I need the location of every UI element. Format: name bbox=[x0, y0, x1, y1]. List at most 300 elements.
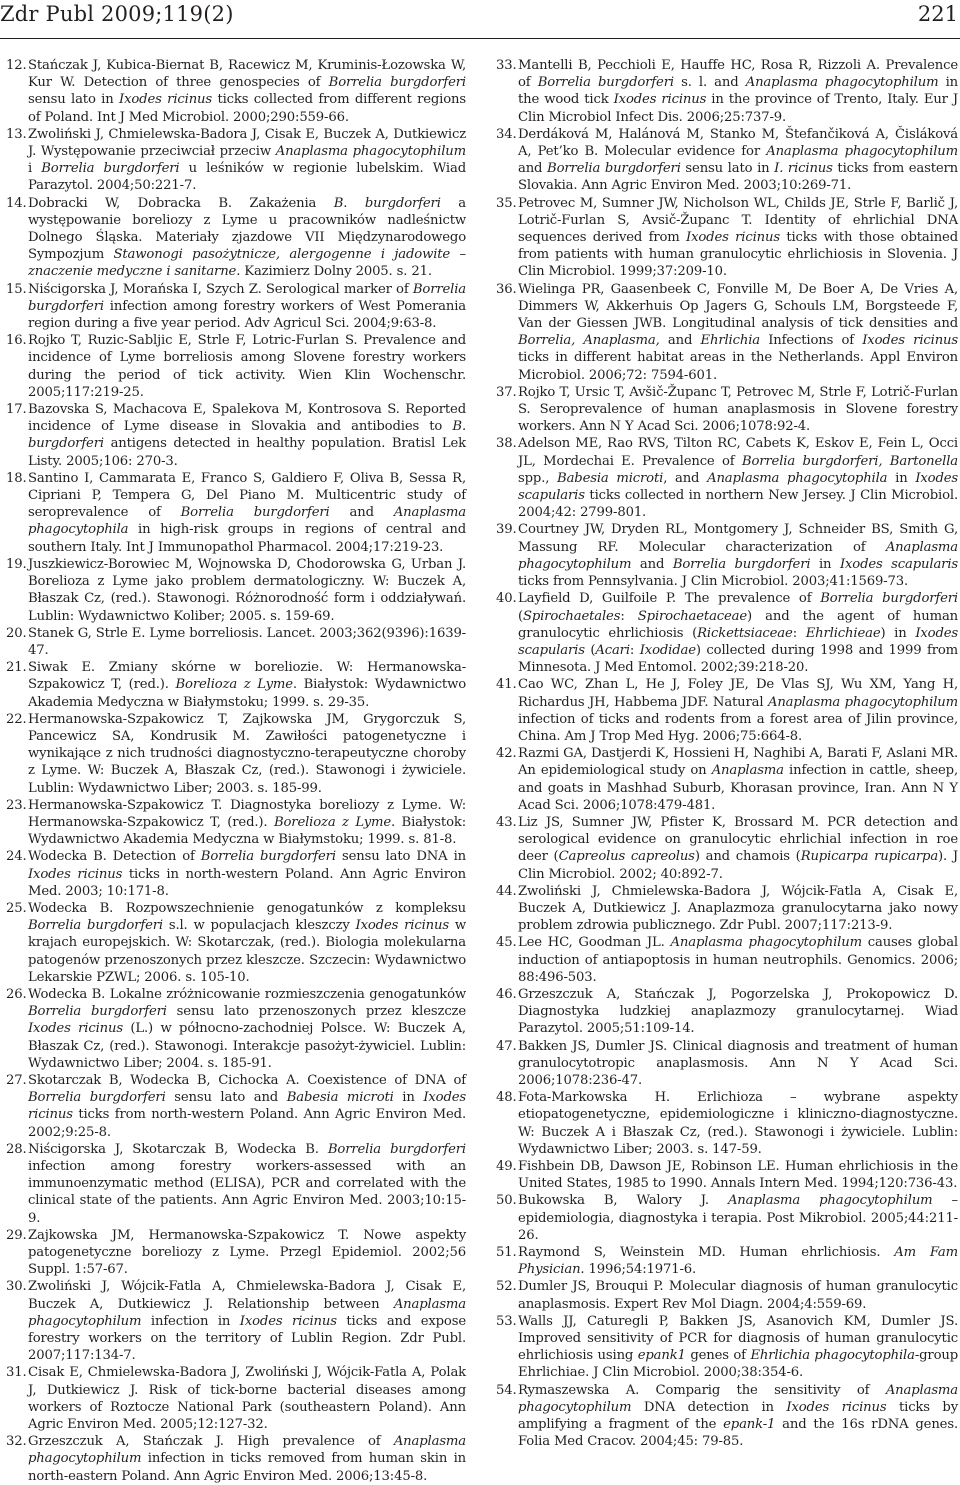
reference-text-segment: infection of ticks and rodents from a forest area of Jilin province, China. Am J Trop Med Hyg. 2006;75:664-8. bbox=[518, 711, 958, 744]
reference-number: 49. bbox=[496, 1159, 517, 1174]
reference-text-segment: ticks from eastern Slovakia. Ann Agric Environ Med. 2003;10:269-71. bbox=[518, 161, 959, 194]
italic-term: Ixodes ricinus bbox=[862, 333, 958, 349]
reference-text-segment: and bbox=[518, 161, 548, 177]
reference-text-segment: Zajkowska JM, Hermanowska-Szpakowicz T. Nowe aspekty patogenetyczne boreliozy z Lyme. Przegl Epidemiol. 2002;56 Suppl. 1:57-67. bbox=[28, 1227, 466, 1278]
italic-term: Anaplasma phagocytophilum bbox=[518, 1382, 958, 1415]
reference-text bbox=[518, 987, 958, 1036]
reference-number: 47. bbox=[496, 1038, 517, 1054]
reference-number: 17. bbox=[6, 402, 27, 418]
reference-text bbox=[518, 1159, 958, 1191]
italic-term: Ixodes ricinus bbox=[28, 1090, 467, 1123]
italic-term: Rickettsiaceae bbox=[697, 625, 793, 641]
reference-entry bbox=[6, 281, 466, 333]
reference-text-segment: antigens detected in healthy population. Bratisl Lek Listy. 2005;106: 270-3. bbox=[28, 436, 466, 469]
italic-term: Ixodes ricinus bbox=[239, 1313, 337, 1329]
reference-text-segment: Razmi GA, Dastjerdi K, Hossieni H, Naghibi A, Barati F, Aslani MR. An epidemiological study on bbox=[518, 746, 958, 779]
reference-number: 18. bbox=[6, 470, 27, 486]
reference-text-segment: Lee HC, Goodman JL. bbox=[518, 935, 671, 951]
reference-text-segment: in bbox=[810, 556, 840, 572]
reference-number: 30. bbox=[6, 1279, 27, 1295]
reference-text-segment: in the province of Trento, Italy. Eur J Clin Microbiol Infect Dis. 2006;25:737-9. bbox=[518, 92, 959, 125]
reference-text-segment: ). J Clin Microbiol. 2002; 40:892-7. bbox=[518, 849, 959, 882]
reference-text-segment: in bbox=[887, 470, 916, 486]
reference-entry bbox=[6, 1072, 466, 1141]
reference-text-segment: s.l. w populacjach kleszczy bbox=[162, 918, 356, 934]
italic-term: epank1 bbox=[637, 1348, 686, 1364]
reference-number: 41. bbox=[496, 677, 517, 693]
reference-text-segment: Wodecka B. Rozpowszechnienie genogatunków z kompleksu bbox=[28, 900, 466, 916]
reference-text-segment: Stańczak J, Kubica-Biernat B, Racewicz M, Kruminis-Łozowska W, Kur W. Detection of three genospecies of bbox=[28, 58, 466, 91]
reference-number: 28. bbox=[6, 1141, 27, 1157]
reference-entry bbox=[496, 883, 958, 935]
reference-text-segment: Courtney JW, Dryden RL, Montgomery J, Schneider BS, Smith G, Massung RF. Molecular characterization of bbox=[518, 522, 958, 555]
italic-term: Spirochaetales bbox=[523, 608, 621, 624]
reference-text-segment: Niścigorska J, Morańska I, Szych Z. Serological marker of bbox=[28, 281, 413, 297]
reference-number: 54. bbox=[496, 1382, 517, 1398]
reference-text bbox=[518, 1039, 958, 1088]
reference-text-segment: Derdáková M, Halánová M, Stanko M, Štefančiková A, Čisláková A, Pet’ko B. Molecular evidence for bbox=[518, 126, 958, 160]
reference-entry bbox=[6, 986, 466, 1072]
reference-text-segment: ) collected during 1998 and 1999 from Minnesota. J Med Entomol. 2002;39:218-20. bbox=[518, 642, 958, 676]
reference-text bbox=[28, 557, 466, 624]
reference-text-segment: -group Ehrlichiae. J Clin Microbiol. 2000;38:354-6. bbox=[518, 1348, 958, 1381]
reference-text-segment: u leśników w regionie lubelskim. Wiad Parazytol. 2004;50:221-7. bbox=[28, 161, 466, 194]
reference-text-segment: Zwoliński J, Chmielewska-Badora J, Wójcik-Fatla A, Cisak E, Buczek A, Dutkiewicz J. Anaplazmoza granulocytarna jako nowy problem zdrowia publicznego. Zdr Publ. 2007;117:213-9. bbox=[518, 883, 958, 934]
italic-term: B. burgdorferi bbox=[333, 195, 441, 211]
reference-text-segment: Stanek G, Strle E. Lyme borreliosis. Lancet. 2003;362(9396):1639-47. bbox=[28, 625, 466, 658]
reference-text-segment: sensu lato przenoszonych przez kleszcze bbox=[166, 1004, 467, 1020]
reference-text-segment: Rojko T, Ursic T, Avšič-Županc T, Petrovec M, Strle F, Lotrič-Furlan S. Seroprevalence of human anaplasmosis in Slovene forestry workers. Ann N Y Acad Sci. 2006;1078:92-4. bbox=[518, 384, 958, 435]
reference-number: 21. bbox=[6, 660, 27, 676]
reference-text-segment: s. l. and bbox=[673, 75, 746, 91]
reference-text-segment: ticks and expose forestry workers on the territory of Lublin Region. Zdr Publ. 2007;117:134-7. bbox=[28, 1313, 466, 1364]
reference-entry bbox=[6, 470, 466, 556]
reference-text bbox=[28, 1228, 466, 1277]
reference-entry bbox=[6, 1141, 466, 1227]
italic-term: Borrelia burgdorferi bbox=[547, 161, 681, 177]
reference-entry bbox=[496, 126, 958, 195]
reference-entry bbox=[6, 57, 466, 126]
reference-text-segment: : bbox=[792, 625, 806, 641]
italic-term: Borrelia burgdorferi bbox=[28, 1004, 167, 1020]
reference-text-segment: infection in bbox=[141, 1313, 240, 1329]
italic-term: Ixodes ricinus bbox=[28, 866, 123, 882]
italic-term: Am Fam Physician. bbox=[518, 1245, 958, 1278]
italic-term: Ehrlichia phagocytophila bbox=[750, 1348, 915, 1364]
reference-number: 48. bbox=[496, 1090, 517, 1106]
reference-number: 35. bbox=[496, 195, 517, 211]
reference-number: 13. bbox=[6, 126, 27, 142]
reference-text-segment: and the 16s rDNA genes. Folia Med Cracov. 2004;45: 79-85. bbox=[518, 1417, 958, 1450]
italic-term: Borrelia burgdorferi bbox=[28, 918, 163, 934]
reference-text-segment: sensu lato and bbox=[165, 1090, 287, 1106]
reference-text bbox=[28, 1279, 466, 1363]
reference-text-segment: sensu lato in bbox=[680, 161, 775, 177]
reference-number: 14. bbox=[6, 195, 27, 211]
reference-number: 23. bbox=[6, 797, 27, 813]
italic-term: epank-1 bbox=[723, 1417, 776, 1433]
reference-text-segment: , and bbox=[663, 470, 708, 486]
reference-number: 53. bbox=[496, 1313, 517, 1329]
reference-number: 15. bbox=[6, 281, 27, 297]
reference-entry bbox=[496, 1038, 958, 1090]
reference-text-segment: and bbox=[329, 505, 394, 521]
italic-term: Borrelia burgdorferi bbox=[327, 1141, 466, 1157]
reference-number: 24. bbox=[6, 849, 27, 865]
italic-term: Babesia microti bbox=[557, 470, 664, 486]
italic-term: Borrelia burgdorferi bbox=[672, 556, 811, 572]
reference-entry bbox=[496, 195, 958, 281]
reference-entry bbox=[6, 797, 466, 849]
reference-entry bbox=[496, 435, 958, 521]
italic-term: B. burgdorferi bbox=[28, 419, 466, 452]
reference-text-segment: i bbox=[28, 161, 42, 177]
reference-text-segment: ticks with those obtained from patients with human granulocytic ehrlichiosis in Slovenia. J Clin Microbiol. 1999;37:209-10. bbox=[518, 230, 958, 280]
reference-entry bbox=[496, 1089, 958, 1158]
reference-text bbox=[518, 884, 958, 933]
reference-text-segment: Bukowska B, Walory J. bbox=[518, 1193, 728, 1209]
reference-text bbox=[28, 402, 466, 469]
reference-entry bbox=[6, 900, 466, 986]
reference-text-segment: ticks collected from different regions of Poland. Int J Med Microbiol. 2000;290:559-66. bbox=[28, 92, 466, 125]
reference-number: 12. bbox=[6, 58, 27, 73]
italic-term: Rupicarpa rupicarpa bbox=[800, 849, 939, 865]
reference-entry bbox=[6, 1364, 466, 1433]
reference-text bbox=[518, 58, 958, 125]
reference-number: 46. bbox=[496, 986, 517, 1002]
reference-entry bbox=[496, 1382, 958, 1451]
italic-term: Capreolus capreolus bbox=[558, 849, 695, 865]
reference-text bbox=[518, 677, 958, 744]
reference-text-segment: genes of bbox=[685, 1348, 751, 1364]
reference-text-segment: Zwoliński J, Chmielewska-Badora J, Cisak E, Buczek A, Dutkiewicz J. Występowanie przeciwciał przeciw bbox=[28, 126, 466, 160]
reference-entry bbox=[496, 1158, 958, 1192]
reference-text bbox=[518, 522, 958, 589]
journal-citation: Zdr Publ 2009;119(2) bbox=[0, 2, 234, 26]
reference-text-segment: in bbox=[393, 1090, 424, 1106]
reference-text bbox=[28, 987, 466, 1071]
reference-text-segment: Layfield D, Guilfoile P. The prevalence of bbox=[518, 591, 821, 607]
italic-term: I. ricinus bbox=[774, 161, 833, 177]
reference-text-segment: ticks by amplifying a fragment of the bbox=[518, 1399, 958, 1433]
reference-entry bbox=[496, 281, 958, 384]
reference-text-segment: ticks collected in northern New Jersey. J Clin Microbiol. 2004;42: 2799-801. bbox=[518, 488, 958, 521]
reference-text-segment: . Białystok: Wydawnictwo Akademia Medyczna w Białymstoku; 1999. s. 81-8. bbox=[28, 814, 466, 848]
reference-text bbox=[518, 935, 958, 984]
italic-term: Anaplasma phagocytophilum bbox=[727, 1193, 933, 1209]
reference-number: 29. bbox=[6, 1227, 27, 1243]
reference-number: 52. bbox=[496, 1279, 517, 1295]
reference-text-segment: . Kazimierz Dolny 2005. s. 21. bbox=[236, 264, 432, 280]
reference-entry bbox=[6, 711, 466, 797]
reference-text-segment: Grzeszczuk A, Stańczak J. High prevalence of bbox=[28, 1434, 394, 1450]
reference-number: 37. bbox=[496, 384, 517, 400]
italic-term: Borrelia burgdorferi bbox=[28, 1090, 166, 1106]
reference-text-segment: Infections of bbox=[759, 333, 863, 349]
reference-text bbox=[518, 282, 958, 383]
italic-term: Ixodes ricinus bbox=[786, 1399, 887, 1415]
italic-term: Anaplasma bbox=[711, 763, 784, 779]
reference-text-segment: ( bbox=[518, 608, 523, 624]
reference-text-segment: ) and the agent of human granulocytic ehrlichiosis ( bbox=[518, 608, 958, 641]
reference-text-segment: Raymond S, Weinstein MD. Human ehrlichiosis. bbox=[518, 1245, 895, 1261]
reference-number: 34. bbox=[496, 126, 517, 142]
italic-term: Ixodes scapularis bbox=[518, 625, 959, 658]
reference-text bbox=[518, 1193, 958, 1242]
reference-text bbox=[28, 333, 466, 400]
reference-text-segment: spp., bbox=[518, 470, 558, 486]
reference-text-segment: in the wood tick bbox=[518, 75, 959, 108]
reference-number: 39. bbox=[496, 522, 517, 538]
italic-term: Borelioza z Lyme bbox=[175, 677, 293, 693]
reference-text-segment: Cisak E, Chmielewska-Badora J, Zwoliński J, Wójcik-Fatla A, Polak J, Dutkiewicz J. Risk of tick-borne bacterial diseases among workers of Roztocze National Park (southeastern Poland). Ann Agric Environ Med. 2005;12:127-32. bbox=[28, 1365, 466, 1433]
reference-entry bbox=[496, 814, 958, 883]
reference-text bbox=[518, 746, 958, 813]
reference-text-segment: Grzeszczuk A, Stańczak J, Pogorzelska J, Prokopowicz D. Diagnostyka ludzkiej anaplazmozy granulocytarnej. Wiad Parazytol. 2005;51:109-14. bbox=[518, 986, 958, 1037]
reference-text bbox=[518, 1245, 958, 1277]
reference-text bbox=[518, 1090, 958, 1157]
italic-term: Anaplasma phagocytophilum bbox=[745, 75, 939, 91]
reference-text bbox=[28, 798, 466, 847]
italic-term: Babesia microti bbox=[286, 1090, 394, 1106]
reference-text-segment: infection among forestry workers of West Pomerania region during a five year period. Adv Agricul Sci. 2004;9:63-8. bbox=[28, 298, 466, 332]
reference-text-segment: w krajach europejskich. W: Skotarczak, (red.). Biologia molekularna patogenów przenoszonych przez kleszcze. Szczecin: Wydawnictwo Lekarskie PZWL; 2006. s. 105-10. bbox=[28, 918, 466, 985]
reference-text-segment: infection among forestry workers-assessed with an immunoenzymatic method (ELISA), PCR and correlated with the clinical state of the patients. Ann Agric Environ Med. 2003;10:15-9. bbox=[28, 1159, 466, 1226]
reference-text-segment: Hermanowska-Szpakowicz T, Zajkowska JM, Grygorczuk S, Pancewicz SA, Kondrusik M. Zawiłości patogenetyczne i wynikające z nich trudności diagnostyczno-terapeutyczne choroby z Lyme. W: Buczek A, Błaszak Cz, (red.). Stawonogi i żywiciele. Lublin: Wydawnictwo Liber; 2003. s. 185-99. bbox=[28, 711, 466, 796]
reference-text-segment: Skotarczak B, Wodecka B, Cichocka A. Coexistence of DNA of bbox=[28, 1072, 466, 1088]
reference-text-segment: Hermanowska-Szpakowicz T. Diagnostyka boreliozy z Lyme. W: Hermanowska-Szpakowicz T, (red.). bbox=[28, 797, 466, 830]
italic-term: Ixodes ricinus bbox=[613, 92, 707, 108]
reference-text-segment: Rojko T, Ruzic-Sabljic E, Strle F, Lotric-Furlan S. Prevalence and incidence of Lyme borreliosis among Slovene forestry workers during the period of tick activity. Wien Klin Wochenschr. 2005;117:219-25. bbox=[28, 333, 466, 400]
reference-text-segment: infection in cattle, sheep, and goats in Mashhad Suburb, Khorasan province, Iran. Ann N Y Acad Sci. 2006;1078:479-481. bbox=[518, 763, 959, 813]
reference-text-segment: ticks from north-western Poland. Ann Agric Environ Med. 2002;9:25-8. bbox=[28, 1107, 466, 1140]
reference-text bbox=[518, 1279, 958, 1311]
reference-entry bbox=[6, 659, 466, 711]
reference-number: 25. bbox=[6, 900, 27, 916]
italic-term: Stawonogi pasożytnicze, alergogenne i jadowite – znaczenie medyczne i sanitarne bbox=[28, 247, 466, 280]
reference-text-segment: ticks in different habitat areas in the Netherlands. Appl Environ Microbiol. 2006;72: 7594-601. bbox=[518, 350, 958, 383]
reference-text-segment: Adelson ME, Rao RVS, Tilton RC, Cabets K, Eskov E, Fein L, Occi JL, Mordechai E. Prevalence of bbox=[518, 436, 958, 469]
reference-entry bbox=[6, 556, 466, 625]
reference-number: 50. bbox=[496, 1193, 517, 1209]
reference-text-segment: Wodecka B. Lokalne zróżnicowanie rozmieszczenia genogatunków bbox=[28, 986, 466, 1002]
reference-text bbox=[28, 1142, 466, 1226]
italic-term: Borrelia burgdorferi bbox=[328, 75, 466, 91]
reference-number: 32. bbox=[6, 1434, 27, 1450]
italic-term: Anaplasma phagocytophilum bbox=[766, 144, 958, 160]
italic-term: Borrelia burgdorferi bbox=[180, 505, 330, 521]
reference-text-segment: DNA detection in bbox=[631, 1399, 787, 1415]
italic-term: Anaplasma phagocytophila bbox=[707, 470, 888, 486]
reference-text bbox=[518, 1314, 958, 1381]
reference-number: 42. bbox=[496, 746, 517, 762]
reference-text-segment: Zwoliński J, Wójcik-Fatla A, Chmielewska-Badora J, Cisak E, Buczek A, Dutkiewicz J. Relationship between bbox=[28, 1279, 466, 1312]
reference-number: 38. bbox=[496, 436, 517, 452]
reference-text-segment: . Białystok: Wydawnictwo Akademia Medyczna w Białymstoku; 1999. s. 29-35. bbox=[28, 677, 467, 710]
italic-term: Ixodes scapularis bbox=[518, 470, 959, 504]
reference-entry bbox=[6, 1227, 466, 1279]
reference-entry bbox=[6, 1278, 466, 1364]
reference-text-segment: – epidemiologia, diagnostyka i terapia. Post Mikrobiol. 2005;44:211-26. bbox=[518, 1193, 958, 1243]
reference-text bbox=[28, 471, 466, 555]
reference-entry bbox=[496, 745, 958, 814]
reference-number: 22. bbox=[6, 711, 27, 727]
reference-text bbox=[28, 282, 466, 331]
italic-term: Anaplasma phagocytophilum bbox=[670, 935, 862, 951]
reference-text-segment: ) in bbox=[880, 625, 916, 641]
reference-text bbox=[28, 58, 466, 125]
italic-term: Borrelia burgdorferi bbox=[537, 75, 674, 91]
reference-text-segment: ticks from Pennsylvania. J Clin Microbiol. 2003;41:1569-73. bbox=[518, 574, 909, 590]
reference-text bbox=[28, 712, 466, 796]
reference-text-segment: (L.) w północno-zachodniej Polsce. W: Buczek A, Błaszak Cz, (red.). Stawonogi. Interakcje pasożyt-żywiciel. Lublin: Wydawnictwo Liber; 2004. s. 185-91. bbox=[28, 1021, 466, 1071]
reference-number: 19. bbox=[6, 556, 27, 572]
reference-entry bbox=[6, 401, 466, 470]
reference-number: 44. bbox=[496, 883, 517, 899]
italic-term: Acari bbox=[595, 642, 630, 658]
reference-text-segment: ticks in north-western Poland. Ann Agric Environ Med. 2003; 10:171-8. bbox=[28, 866, 466, 899]
reference-text bbox=[518, 196, 958, 280]
reference-entry bbox=[496, 986, 958, 1038]
reference-text-segment: and bbox=[631, 556, 673, 572]
reference-text-segment: Dobracki W, Dobracka B. Zakażenia bbox=[28, 195, 334, 211]
reference-text-segment: in high-risk groups in regions of central and southern Italy. Int J Immunopathol Pharmacol. 2004;17:219-23. bbox=[28, 522, 466, 555]
reference-number: 51. bbox=[496, 1245, 517, 1261]
reference-text-segment: Santino I, Cammarata E, Franco S, Galdiero F, Oliva B, Sessa R, Cipriani P, Tempera G, Del Piano M. Multicentric study of seroprevalence of bbox=[28, 470, 466, 521]
reference-entry bbox=[6, 195, 466, 281]
reference-text-segment: ) and chamois ( bbox=[694, 849, 801, 865]
reference-text bbox=[28, 1434, 466, 1483]
reference-text-segment: Wielinga PR, Gaasenbeek C, Fonville M, De Boer A, De Vries A, Dimmers W, Akkerhuis Op Jagers G, Schouls LM, Borgsteede F, Van der Giessen JWB. Longitudinal analysis of tick densities and bbox=[518, 281, 958, 332]
reference-number: 26. bbox=[6, 986, 27, 1002]
reference-text-segment: Mantelli B, Pecchioli E, Hauffe HC, Rosa R, Rizzoli A. Prevalence of bbox=[518, 58, 958, 91]
reference-text-segment: sensu lato in bbox=[28, 92, 120, 108]
reference-entry bbox=[6, 332, 466, 401]
reference-text-segment: and bbox=[659, 333, 701, 349]
reference-entry bbox=[496, 521, 958, 590]
reference-text bbox=[28, 901, 466, 985]
reference-entry bbox=[6, 625, 466, 659]
italic-term: Borelioza z Lyme bbox=[273, 814, 392, 830]
reference-text-segment: causes global induction of antiapoptosis in human neutrophils. Genomics. 2006; 88:496-503. bbox=[518, 935, 958, 985]
reference-entry bbox=[496, 57, 958, 126]
reference-text bbox=[518, 815, 958, 882]
italic-term: Ixodes ricinus bbox=[355, 918, 449, 934]
reference-text-segment: : bbox=[620, 608, 638, 624]
reference-number: 31. bbox=[6, 1365, 27, 1381]
reference-number: 33. bbox=[496, 58, 517, 73]
reference-text-segment: Siwak E. Zmiany skórne w boreliozie. W: Hermanowska-Szpakowicz T, (red.). bbox=[28, 660, 466, 693]
italic-term: Anaplasma phagocytophilum bbox=[275, 144, 466, 160]
italic-term: Ixodes ricinus bbox=[119, 92, 213, 108]
reference-text-segment: : bbox=[629, 642, 640, 658]
reference-text-segment: Juszkiewicz-Borowiec M, Wojnowska D, Chodorowska G, Urban J. Borelioza z Lyme jako problem dermatologiczny. W: Buczek A, Błaszak Cz, (red.). Stawonogi. Różnorodność form i oddziaływań. Lublin: Wydawnictwo Koliber; 2005. s. 159-69. bbox=[28, 556, 466, 624]
reference-text-segment: ( bbox=[584, 642, 596, 658]
reference-text-segment: Bazovska S, Machacova E, Spalekova M, Kontrosova S. Reported incidence of Lyme disease in Slovakia and antibodies to bbox=[28, 402, 466, 435]
reference-entry bbox=[6, 1433, 466, 1485]
reference-text-segment: infection in ticks removed from human skin in north-eastern Poland. Ann Agric Environ Med. 2006;13:45-8. bbox=[28, 1451, 466, 1484]
reference-entry bbox=[6, 848, 466, 900]
reference-entry bbox=[496, 1313, 958, 1382]
reference-entry bbox=[496, 1192, 958, 1244]
reference-text-segment: Liz JS, Sumner JW, Pfister K, Brossard M. PCR detection and serological evidence on granulocytic ehrlichial infection in roe deer ( bbox=[518, 814, 958, 865]
reference-text-segment: Bakken JS, Dumler JS. Clinical diagnosis and treatment of human granulocytotropic anaplasmosis. Ann N Y Acad Sci. 2006;1078:236-47. bbox=[518, 1038, 958, 1088]
italic-term: Anaplasma phagocytophilum bbox=[518, 539, 958, 572]
reference-entry bbox=[6, 126, 466, 195]
reference-text-segment: Rymaszewska A. Comparig the sensitivity of bbox=[518, 1382, 886, 1398]
reference-number: 16. bbox=[6, 333, 27, 349]
reference-text bbox=[28, 196, 466, 280]
reference-column-right bbox=[496, 57, 958, 1450]
italic-term: Ixodes ricinus bbox=[686, 230, 780, 246]
italic-term: Anaplasma phagocytophilum bbox=[28, 1434, 466, 1467]
page-number: 221 bbox=[917, 2, 958, 26]
reference-text bbox=[518, 127, 958, 194]
reference-text bbox=[28, 849, 466, 898]
reference-entry bbox=[496, 1244, 958, 1278]
italic-term: Ehrlichia bbox=[700, 333, 760, 349]
reference-text bbox=[28, 127, 466, 194]
reference-number: 20. bbox=[6, 625, 27, 641]
italic-term: Borrelia burgdorferi bbox=[200, 849, 336, 865]
reference-text-segment: Dumler JS, Brouqui P. Molecular diagnosis of human granulocytic anaplasmosis. Expert Rev Mol Diagn. 2004;4:559-69. bbox=[518, 1279, 958, 1312]
reference-text bbox=[28, 1365, 466, 1432]
italic-term: Ixodes ricinus bbox=[28, 1021, 123, 1037]
reference-number: 40. bbox=[496, 591, 517, 607]
reference-number: 45. bbox=[496, 935, 517, 951]
reference-text-segment: sensu lato DNA in bbox=[335, 849, 467, 865]
italic-term: Borrelia burgdorferi bbox=[28, 281, 466, 314]
reference-text-segment: Fota-Markowska H. Erlichioza – wybrane aspekty etiopatogenetyczne, epidemiologiczne i kliniczno-diagnostyczne. W: Buczek A i Błaszak Cz, (red.). Stawonogi i żywiciele. Lublin: Wydawnictwo Liber; 2003. s. 147-59. bbox=[518, 1090, 958, 1157]
reference-text bbox=[518, 1383, 958, 1450]
reference-text-segment: Petrovec M, Sumner JW, Nicholson WL, Childs JE, Strle F, Barlič J, Lotrič-Furlan S, Avsič-Županc T. Identity of ehrlichial DNA sequences derived from bbox=[518, 195, 958, 246]
reference-column-left bbox=[6, 57, 466, 1485]
page-header bbox=[0, 0, 960, 39]
reference-text-segment: Wodecka B. Detection of bbox=[28, 849, 201, 865]
italic-term: Ehrlichieae bbox=[805, 625, 881, 641]
reference-entry bbox=[496, 590, 958, 676]
reference-text-segment: 1996;54:1971-6. bbox=[584, 1262, 697, 1278]
reference-number: 43. bbox=[496, 814, 517, 830]
italic-term: Borrelia, Anaplasma, bbox=[518, 333, 660, 349]
reference-text bbox=[28, 1073, 466, 1140]
italic-term: Borrelia burgdorferi, Bartonella bbox=[741, 453, 958, 469]
reference-entry bbox=[496, 934, 958, 986]
reference-text-segment: Fishbein DB, Dawson JE, Robinson LE. Human ehrlichiosis in the United States, 1985 to 1990. Annals Intern Med. 1994;120:736-43. bbox=[518, 1159, 958, 1192]
reference-number: 27. bbox=[6, 1072, 27, 1088]
italic-term: Borrelia burgdorferi bbox=[41, 161, 180, 177]
reference-entry bbox=[496, 1278, 958, 1312]
reference-number: 36. bbox=[496, 281, 517, 297]
italic-term: Anaplasma phagocytophilum bbox=[767, 694, 958, 710]
reference-text bbox=[518, 385, 958, 434]
reference-text bbox=[518, 436, 958, 520]
reference-text-segment: Cao WC, Zhan L, He J, Foley JE, De Vlas SJ, Wu XM, Yang H, Richardus JH, Habbema JDF. Natural bbox=[518, 677, 958, 710]
reference-entry bbox=[496, 676, 958, 745]
italic-term: Ixodidae bbox=[639, 642, 696, 658]
reference-text bbox=[28, 660, 466, 709]
reference-text-segment: Niścigorska J, Skotarczak B, Wodecka B. bbox=[28, 1141, 328, 1157]
reference-entry bbox=[496, 384, 958, 436]
italic-term: Spirochaetaceae bbox=[637, 608, 748, 624]
italic-term: Anaplasma phagocytophilum bbox=[28, 1296, 466, 1329]
reference-text-segment: a występowanie boreliozy z Lyme u pracowników nadleśnictw Dolnego Śląska. Materiały zjazdowe VII Międzynarodowego Sympozjum bbox=[28, 195, 466, 263]
reference-text bbox=[28, 626, 466, 658]
reference-text bbox=[518, 591, 958, 675]
reference-text-segment: Walls JJ, Caturegli P, Bakken JS, Asanovich KM, Dumler JS. Improved sensitivity of PCR for diagnosis of human granulocytic ehrlichiosis using bbox=[518, 1313, 958, 1364]
italic-term: Ixodes scapularis bbox=[839, 556, 959, 572]
italic-term: Borrelia burgdorferi bbox=[820, 591, 959, 607]
